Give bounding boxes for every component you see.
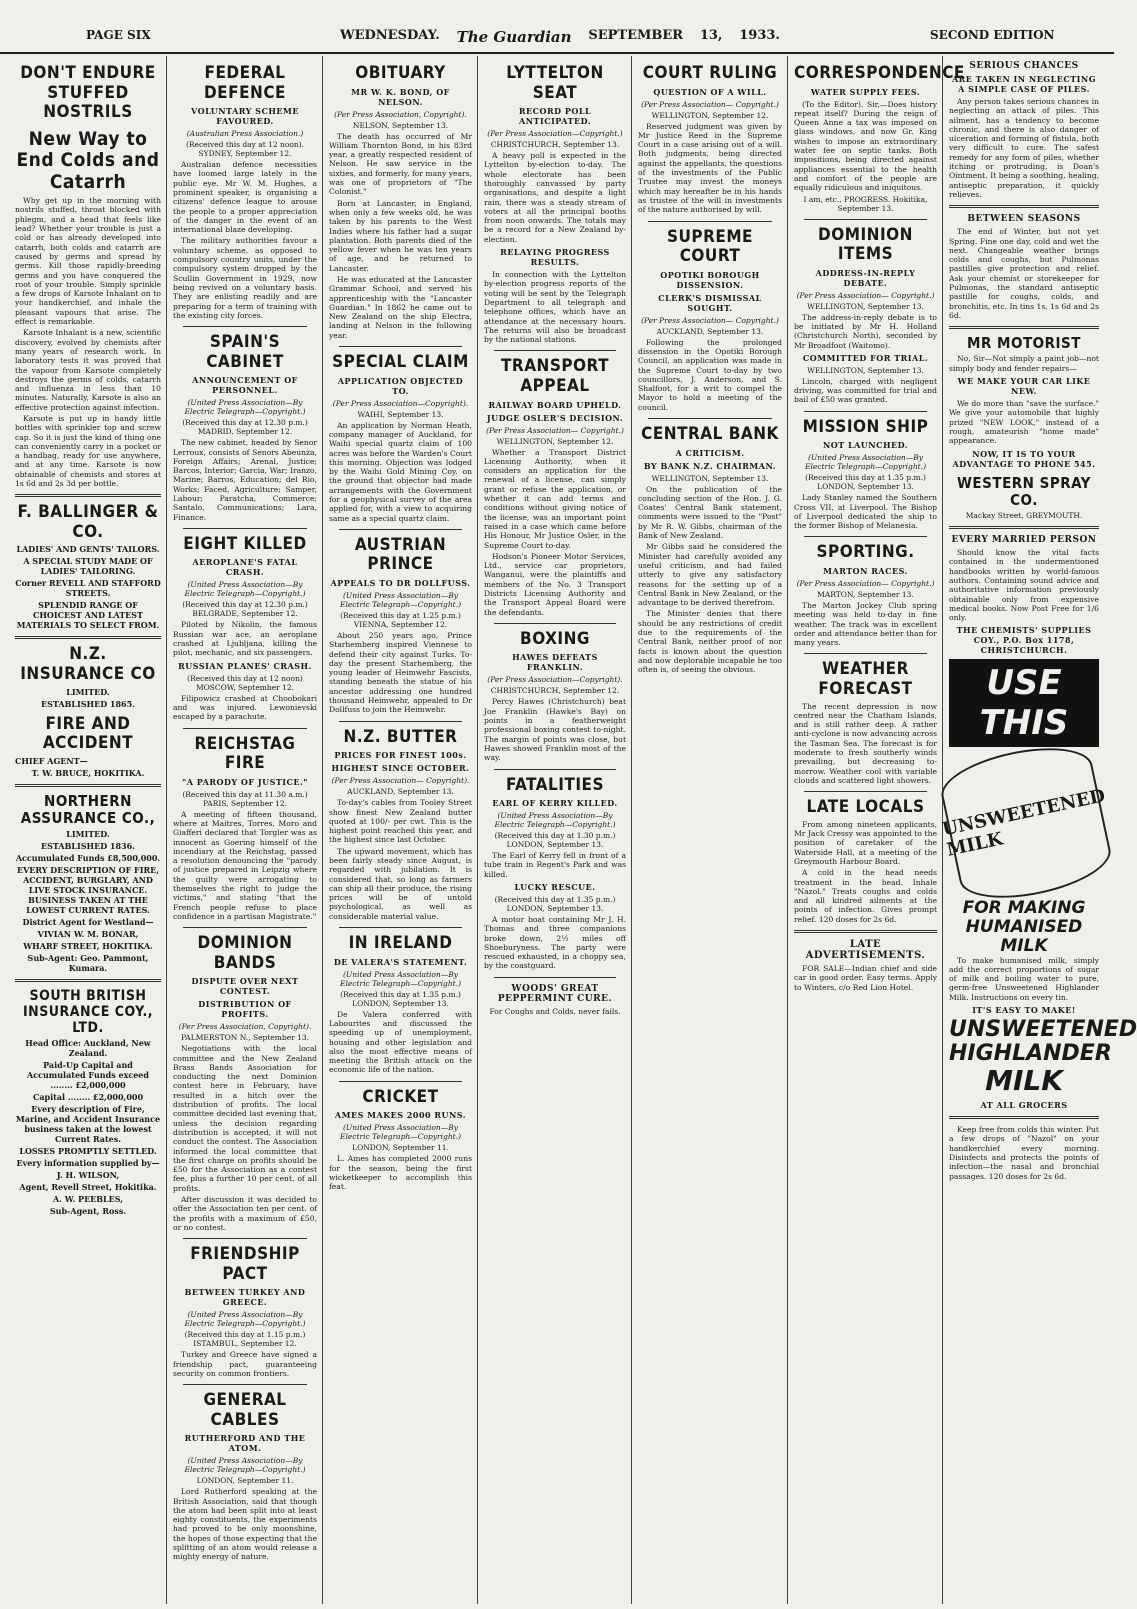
article-subhead: APPEALS TO DR DOLLFUSS. xyxy=(330,577,471,588)
divider xyxy=(15,979,161,982)
ad-line: A. W. PEEBLES, xyxy=(52,1194,124,1205)
day: WEDNESDAY. xyxy=(340,28,440,43)
article-text: The address-in-reply debate is to be initiated by Mr H. Holland (Christchurch North), seconded by Mr Broadfoot (Waitomo). xyxy=(794,312,937,350)
credit-line: (United Press Association—By Electric Telegraph—Copyright.) xyxy=(804,453,926,472)
dateline: PALMERSTON N., September 13. xyxy=(180,1033,310,1043)
article-subhead: PRICES FOR FINEST 100s. xyxy=(334,750,467,761)
ad-line: ESTABLISHED 1836. xyxy=(41,841,135,852)
divider xyxy=(15,784,161,787)
ad-headline: EVERY MARRIED PERSON xyxy=(951,535,1097,546)
ad-line: A SPECIAL STUDY MADE OF LADIES' TAILORING. xyxy=(23,556,153,577)
article-text: Following the prolonged dissension in the Opotiki Borough Council, an application was made in the Supreme Court to-day by two councillors, J. Anderson, and S. Shalfoot, for a writ to compel the Mayor to hold a meeting of the council. xyxy=(638,337,782,412)
divider xyxy=(804,791,927,792)
column-5 xyxy=(633,56,787,1604)
signature: I am, etc., PROGRESS. Hokitika, September 13. xyxy=(803,194,928,213)
article-text: Mr Gibbs said he considered the Minister had carefully avoided any useful criticism, and had failed utterly to give any satisfactory reasons for the setting up of a Central Bank in New Zealand, or the advantage to be derived therefrom. xyxy=(638,542,782,608)
ad-headline: BETWEEN SEASONS xyxy=(967,214,1081,225)
ad-line: AT ALL GROCERS xyxy=(980,1100,1068,1111)
ad-line: LIMITED. xyxy=(66,686,110,697)
credit-line: (United Press Association—By Electric Telegraph—Copyright.) xyxy=(184,1456,306,1475)
ad-headline: WESTERN SPRAY CO. xyxy=(957,473,1091,509)
article-text: Filipowicz crashed at Choobokari and was injured. Lewonievski escaped by a parachute. xyxy=(173,693,317,722)
article-subhead: AMES MAKES 2000 RUNS. xyxy=(334,1110,467,1121)
article-text: A heavy poll is expected in the Lyttelton by-election to-day. The whole electorate has been thoroughly canvassed by party organisations, and despite a light rain, there was a steady stream of voters at all the principal booths from noon onwards. The totals may be a record for a New Zealand by-election. xyxy=(484,151,626,244)
article-text: Born at Lancaster, in England, when only a few weeks old, he was taken by his parents to the West Indies where his father had a sugar plantation. Both parents died of the yellow fever when he was ten years of age, and he returned to Lancaster. xyxy=(329,198,472,273)
ad-line: Sub-Agent: Geo. Pammont, Kumara. xyxy=(27,953,149,974)
article-text: A motor boat containing Mr J. H. Thomas and three companions broke down, 2½ miles off Shoeburyness. The party were rescued exhausted, in a choppy sea, by the coastguard. xyxy=(484,914,626,971)
article-text: To-day's cables from Tooley Street show finest New Zealand butter quoted at 100/- per cwt. This is the highest point reached this year, and the highest since last October. xyxy=(329,798,472,845)
ad-text: We do more than "save the surface." We give your automobile that highly prized "NEW LOOK," instead of a rough, amateurish "home made" appearance. xyxy=(949,399,1099,446)
ad-headline: N.Z. INSURANCE CO xyxy=(20,644,156,685)
article-text: The recent depression is now centred near the Chatham Islands, and is still rather deep. A rather anti-cyclone is now advancing across the Tasman Sea. The forecast is for moderate to fresh southerly winds prevailing, but decreasing to-morrow. Weather cool with variable clouds and scattered light showers. xyxy=(794,701,937,785)
article-headline: BOXING xyxy=(520,628,590,649)
milk-brand: HIGHLANDER xyxy=(949,1041,1112,1067)
article-text: Lincoln, charged with negligent driving, was committed for trial and bail of £50 was granted. xyxy=(794,376,937,405)
article-subhead: MARTON RACES. xyxy=(823,565,908,576)
divider xyxy=(494,350,616,351)
article-headline: FATALITIES xyxy=(506,774,604,795)
ad-line: Every information supplied by— xyxy=(16,1158,160,1169)
page-number: PAGE SIX xyxy=(86,28,151,42)
article-headline: FRIENDSHIP PACT xyxy=(190,1244,300,1284)
dateline: (Received this day at 11.30 a.m.) PARIS, September 12. xyxy=(182,789,308,808)
article-text: Reserved judgment was given by Mr Justice Reed in the Supreme Court in a case arising out of a will. Both judgments, being directed against the appellants, the questions of the investments of the Public Trustee may invest the moneys which may hereafter be in his hands as trustee of the will in investments of the nature authorised by will. xyxy=(638,121,782,215)
credit-line: (Per Press Association— Copyright.) xyxy=(796,290,935,300)
dateline: AUCKLAND, September 13. xyxy=(656,326,764,336)
milk-ad-tagline: FOR MAKING HUMANISED MILK xyxy=(962,898,1086,956)
credit-line: (Per Press Association— Copyright). xyxy=(331,776,470,786)
dateline: WELLINGTON, September 12. xyxy=(496,436,614,446)
column-4 xyxy=(479,56,631,1604)
ad-line: Mackay Street, GREYMOUTH. xyxy=(965,511,1083,521)
masthead xyxy=(0,0,1114,60)
ad-headline: SOUTH BRITISH INSURANCE COY., LTD. xyxy=(22,988,154,1037)
divider xyxy=(183,326,307,327)
dateline: WELLINGTON, September 13. xyxy=(651,473,769,483)
ad-subhead: ARE TAKEN IN NEGLECTING A SIMPLE CASE OF PILES. xyxy=(951,74,1097,94)
ad-line: J. H. WILSON, xyxy=(56,1170,120,1181)
dateline: (Received this day at 1.30 p.m.) LONDON, September 13. xyxy=(494,831,616,850)
ad-headline: MR MOTORIST xyxy=(967,334,1081,353)
article-headline: IN IRELAND xyxy=(348,933,453,954)
dateline: WELLINGTON, September 13. xyxy=(807,301,924,311)
article-headline: CORRESPONDENCE xyxy=(794,63,965,83)
article-text: A meeting of fifteen thousand, where at Maitres, Torres, Moro and Giafferi declared that Torgler was as innocent as Goering himself of the incendiary at the Reichstag, passed a resolution denouncing the "parody of justice prepared in Leipzig where the guilty were arrogating to themselves the right to judge the victims," and stating "that the French people refuse to place confidence in a partisan Magistrate." xyxy=(173,809,317,921)
ad-text: Should know the vital facts contained in the undermentioned handbooks written by world-famous authors. Containing sound advice and authoritative information previously obtainable only from expensive medical books. Now Post Free for 1/6 only. xyxy=(949,548,1099,623)
column-7 xyxy=(940,56,1137,1604)
divider xyxy=(494,623,616,624)
article-text: Hodson's Pioneer Motor Services, Ltd., service car proprietors, Wanganui, were the plaintiffs and members of the No. 3 Transport Districts Licensing Authority and the Transport Appeal Board were the defendants. xyxy=(484,551,626,617)
ad-subhead: NOW, IT IS TO YOUR ADVANTAGE TO PHONE 545. xyxy=(952,448,1096,469)
ad-text: Any person takes serious chances in neglecting an attack of piles. This ailment, has a tendency to become chronic, and there is also danger of ulceration and forming of fistula, both very difficult to cure. The safest remedy for any form of piles, whether itching or protruding, is Doan's Ointment. It being a soothing, healing, antiseptic preparation, it quickly relieves. xyxy=(949,97,1099,199)
article-text: Percy Hawes (Christchurch) beat Joe Franklin (Hawke's Bay) on points in a featherweight professional boxing contest to-night. The margin of points was close, but Hawes showed Franklin most of the way. xyxy=(484,697,626,763)
divider xyxy=(15,636,161,639)
article-headline: N.Z. BUTTER xyxy=(343,726,458,747)
divider xyxy=(183,728,307,729)
article-text: Australian defence necessities have loomed large lately in the public eye. Mr W. M. Hughes, a prominent speaker, is organising a citizens' defence league to arouse the people to a proper appreciation of the danger in the event of an international blaze developing. xyxy=(173,160,317,235)
ad-text: The end of Winter, but not yet Spring. Fine one day, cold and wet the next. Changeable weather brings colds and coughs, but Pulmonas pastilles give protection and relief. Ask your chemist or storekeeper for Pulmonas, the standard antiseptic pastille for coughs, colds, and bronchitis, etc. In tins 1s, 1s 6d and 2s 6d. xyxy=(949,227,1099,320)
article-subhead: DISTRIBUTION OF PROFITS. xyxy=(198,999,292,1020)
ad-line: THE CHEMISTS' SUPPLIES COY., P.O. Box 1178, CHRISTCHURCH. xyxy=(956,625,1092,656)
article-text: The Minister denies that there should be any restrictions of credit due to the requirements of the Central Bank, neither proof of nor facts is known about the question and now deplorable incapable he too often is, of seeing the obvious. xyxy=(638,609,782,675)
ad-text: Karsote is put up in handy little bottles with sprinkler top and screw cap. So it is just the kind of thing one can conveniently carry in a pocket or a handbag, ready for use anywhere, and at any time. Karsote is now obtainable of chemists and stores at 1s 6d and 2s 3d per bottle. xyxy=(15,414,161,489)
ad-subheadline: New Way to End Colds and Catarrh xyxy=(16,127,160,194)
divider xyxy=(804,219,927,220)
article-headline: OBITUARY xyxy=(355,63,446,83)
ad-line: Every description of Fire, Marine, and Accident Insurance business taken at the lowest Current Rates. xyxy=(15,1104,161,1145)
article-subhead: RECORD POLL ANTICIPATED. xyxy=(518,106,592,127)
ad-text: Karsote Inhalant is a new, scientific discovery, evolved by chemists after many years of research work. In laboratory tests it was proved that the vapour from Karsote completely destroys the germs of colds, catarrh and influenza in less than 10 minutes. Naturally, Karsote is also an effective protection against infection. xyxy=(15,328,161,412)
dateline: MARTON, September 13. xyxy=(817,589,914,599)
ad-line: LOSSES PROMPTLY SETTLED. xyxy=(19,1146,157,1157)
dateline: WELLINGTON, September 13. xyxy=(807,365,924,375)
article-text: The new cabinet, headed by Senor Lerroux, consists of Senors Abeunza, Foreign Affairs; Arenal, Justice; Barcos, Interior; Garcia, War; Iranzo, Marine; Barros, Education; del Rio, Works; Faced, Agriculture; Samper, Labour; Paratcha, Commerce; Santalo, Communications; Lara, Finance. xyxy=(173,438,317,522)
credit-line: (United Press Association—By Electric Telegraph—Copyright.) xyxy=(339,1123,461,1142)
article-subhead: "A PARODY OF JUSTICE." xyxy=(182,776,308,787)
divider xyxy=(183,528,307,529)
article-text: De Valera conferred with Labourites and discussed the speeding up of unemployment, housing and other legislation and also the most effective means of meeting the British attack on the economic life of the nation. xyxy=(329,1009,472,1075)
ad-line: Capital ........ £2,000,000 xyxy=(32,1092,144,1103)
credit-line: (United Press Association—By Electric Telegraph—Copyright.) xyxy=(494,811,616,830)
ad-line: Paid-Up Capital and Accumulated Funds exceed ........ £2,000,000 xyxy=(27,1060,149,1091)
ad-subhead: IT'S EASY TO MAKE! xyxy=(972,1004,1076,1015)
credit-line: (Per Press Association—Copyright). xyxy=(332,398,469,408)
dateline: (Received this day at 12.30 p.m.) MADRID, September 12. xyxy=(182,418,308,437)
dateline: AUCKLAND, September 13. xyxy=(347,787,454,797)
divider xyxy=(804,653,927,654)
ad-line: Accumulated Funds £8,500,000. xyxy=(15,853,161,864)
divider xyxy=(648,418,772,419)
ad-line: EVERY DESCRIPTION OF FIRE, ACCIDENT, BURGLARY, AND LIVE STOCK INSURANCE. BUSINESS TAKEN AT THE LOWEST CURRENT RATES. xyxy=(16,865,160,916)
ad-line: LADIES' AND GENTS' TAILORS. xyxy=(16,544,160,555)
article-subhead: NOT LAUNCHED. xyxy=(822,440,909,451)
article-text: The military authorities favour a voluntary scheme, as opposed to compulsory country units, under the compulsory system dropped by the Scullin Government in 1929, now being revived on a voluntary basis. They are enlisting readily and are preparing for a term of training with the existing city forces. xyxy=(173,236,317,320)
date-year: 1933. xyxy=(739,28,780,43)
article-headline: LATE ADVERTISEMENTS. xyxy=(805,939,926,962)
article-headline: AUSTRIAN PRINCE xyxy=(354,534,447,575)
dateline: (Received this day at 12 noon) MOSCOW, September 12. xyxy=(187,673,303,692)
article-subhead: HAWES DEFEATS FRANKLIN. xyxy=(512,652,598,673)
milk-brand: UNSWEETENED xyxy=(949,1016,1137,1042)
ad-headline: SERIOUS CHANCES xyxy=(969,61,1079,71)
article-text: Lord Rutherford speaking at the British Association, said that though the atom had been split into at least eighty constituents, the experiments had proved to be only moonshine, the hopes of those expecting that the splitting of an atom would release a mighty energy of nature. xyxy=(173,1487,317,1562)
article-headline: COURT RULING xyxy=(642,63,778,83)
article-subhead: APPLICATION OBJECTED TO. xyxy=(337,375,464,396)
ad-line: T. W. BRUCE, HOKITIKA. xyxy=(31,767,145,778)
article-headline: TRANSPORT APPEAL xyxy=(500,356,610,396)
divider xyxy=(494,769,616,770)
article-subhead: WATER SUPPLY FEES. xyxy=(810,86,921,97)
divider xyxy=(339,721,462,722)
article-subhead: EARL OF KERRY KILLED. xyxy=(492,798,618,809)
ad-subhead: WE MAKE YOUR CAR LIKE NEW. xyxy=(957,376,1091,397)
credit-line: (United Press Association—By Electric Telegraph—Copyright.) xyxy=(184,1310,306,1329)
column-3 xyxy=(324,56,477,1604)
divider xyxy=(339,346,462,347)
article-text: A cold in the head needs treatment in the head. Inhale "Nazol." Treats coughs and colds and all kindred ailments at the points of infection. Gives prompt relief. 120 doses for 2s 6d. xyxy=(794,868,937,924)
date-month: SEPTEMBER xyxy=(588,28,684,43)
divider xyxy=(183,1384,307,1385)
article-subhead: BY BANK N.Z. CHAIRMAN. xyxy=(643,460,777,471)
article-text: (To the Editor). Sir,—Does history repeat itself? During the reign of Queen Anne a tax was imposed on glass windows, and now Gr. King wishes to impose an extraordinary water fee on septic tanks. Both impositions, being directed against appliances essential to the health and comfort of the people are equally ridiculous and iniquitous. xyxy=(794,99,937,193)
article-text: In connection with the Lyttelton by-election progress reports of the voting will be sent by the Telegraph Department to all telegraph and telephone offices, which have an attendance at the necessary hours. The returns will also be broadcast by the national stations. xyxy=(484,270,626,345)
dateline: NELSON, September 13. xyxy=(352,120,449,130)
credit-line: (Per Press Association—Copyright.) xyxy=(487,129,623,139)
ad-line: Agent, Revell Street, Hokitika. xyxy=(19,1182,157,1193)
article-text: Turkey and Greece have signed a friendship pact, guaranteeing security on common frontiers. xyxy=(173,1350,317,1378)
ad-line: Sub-Agent, Ross. xyxy=(49,1206,127,1217)
article-subhead: RELAYING PROGRESS RESULTS. xyxy=(500,247,610,268)
ad-text: No, Sir—Not simply a paint job—not simply body and fender repairs— xyxy=(949,354,1099,373)
column-rule xyxy=(477,56,478,1604)
article-subhead: HIGHEST SINCE OCTOBER. xyxy=(331,763,470,774)
ad-line: SPLENDID RANGE OF CHOICEST AND LATEST MATERIALS TO SELECT FROM. xyxy=(16,600,160,631)
divider xyxy=(339,1081,462,1082)
article-subhead: ADDRESS-IN-REPLY DEBATE. xyxy=(815,267,916,288)
ad-line: Corner REVELL AND STAFFORD STREETS. xyxy=(15,578,161,599)
dateline: LONDON, September 11. xyxy=(352,1143,449,1153)
article-text: After discussion it was decided to offer the Association ten per cent. of the profits with a maximum of £50, or no contest. xyxy=(173,1195,317,1232)
ad-line: Head Office: Auckland, New Zealand. xyxy=(25,1038,151,1059)
article-text: The upward movement, which has been fairly steady since August, is regarded with jubilation. It is considered that, so long as farmers can ship all their produce, the rising prices will be of untold psychological, as well as considerable material value. xyxy=(329,846,472,921)
article-headline: LYTTELTON SEAT xyxy=(506,63,604,103)
article-text: FOR SALE—Indian chief and side car in good order. Easy terms. Apply to Winters, c/o Red Lion Hotel. xyxy=(794,964,937,992)
dateline: CHRISTCHURCH, September 13. xyxy=(490,140,620,150)
divider xyxy=(183,927,307,928)
dateline: CHRISTCHURCH, September 12. xyxy=(490,686,620,696)
divider xyxy=(949,526,1099,529)
dateline: LONDON, September 11. xyxy=(196,1476,294,1486)
milk-tin-image: UNSWEETENED MILK xyxy=(936,737,1117,910)
masthead-rule xyxy=(0,52,1114,54)
credit-line: (Per Press Association, Copyright). xyxy=(178,1022,312,1032)
article-subhead: COMMITTED FOR TRIAL. xyxy=(802,352,929,363)
dateline: (Received this day at 1.15 p.m.) ISTAMBUL, September 12. xyxy=(184,1330,306,1349)
article-headline: EIGHT KILLED xyxy=(183,533,307,554)
article-subhead: AEROPLANE'S FATAL CRASH. xyxy=(192,557,298,578)
article-subhead: DISPUTE OVER NEXT CONTEST. xyxy=(191,976,299,997)
article-text: The Earl of Kerry fell in front of a tube train in Regent's Park and was killed. xyxy=(484,851,626,879)
article-text: The death has occurred of Mr William Thornton Bond, in his 83rd year, a greatly respected resident of Nelson. He saw service in the sixties, and formerly, for many years, was one of proprietors of "The Colonist." xyxy=(329,131,472,197)
divider xyxy=(949,326,1099,329)
ad-line: CHIEF AGENT— xyxy=(15,755,88,766)
article-subhead: OPOTIKI BOROUGH DISSENSION. xyxy=(660,269,760,290)
ad-headline: DON'T ENDURE STUFFED NOSTRILS xyxy=(20,63,156,123)
dateline: (Received this day at 1.35 p.m.) LONDON, September 13. xyxy=(340,989,461,1008)
article-text: Lady Stanley named the Southern Cross VII, at Liverpool. The Bishop of Liverpool dedicated the ship to the former Bishop of Melanesia. xyxy=(794,493,937,531)
ad-line: VIVIAN W. M. BONAR, xyxy=(37,929,139,940)
ad-headline: FIRE AND ACCIDENT xyxy=(42,713,134,754)
column-1 xyxy=(10,56,166,1604)
paper-title: The Guardian xyxy=(456,28,572,46)
article-headline: REICHSTAG FIRE xyxy=(194,733,296,774)
article-text: He was educated at the Lancaster Grammar School, and served his apprenticeship with the "Lancaster Guardian." In 1862 he came out to New Zealand on the ship Electra, landing at Nelson in the following year. xyxy=(329,275,472,340)
credit-line: (United Press Association—By Electric Telegraph—Copyright.) xyxy=(184,398,306,417)
credit-line: (United Press Association—By Electric Telegraph—Copyright.) xyxy=(184,580,306,599)
article-headline: SPECIAL CLAIM xyxy=(332,352,469,373)
divider xyxy=(949,1116,1099,1119)
article-subhead: JUDGE OSLER'S DECISION. xyxy=(486,412,624,423)
credit-line: (Australian Press Association.) xyxy=(186,129,304,139)
divider xyxy=(804,536,927,537)
divider xyxy=(339,927,462,928)
article-text: The Marton Jockey Club spring meeting was held to-day in fine weather. The track was in excellent order and attendance better than for many years. xyxy=(794,600,937,648)
column-rule xyxy=(322,56,323,1604)
ad-headline: NORTHERN ASSURANCE CO., xyxy=(20,791,156,827)
article-subhead: RAILWAY BOARD UPHELD. xyxy=(488,399,622,410)
ad-text: To make humanised milk, simply add the correct proportions of sugar of milk and boiling water to pure, germ-free Unsweetened Highlander Milk. Instructions on every tin. xyxy=(949,955,1099,1002)
credit-line: (Per Press Association— Copyright.) xyxy=(796,578,935,588)
article-text: From among nineteen applicants, Mr Jack Cressy was appointed to the position of caretaker of the Waterside Hall, at a meeting of the Greymouth Harbour Board. xyxy=(794,819,937,866)
article-headline: SUPREME COURT xyxy=(666,226,754,267)
article-headline: LATE LOCALS xyxy=(806,797,925,818)
ad-text: Keep free from colds this winter. Put a few drops of "Nazol" on your handkerchief every morning. Disinfects and protects the points of infection—the nasal and bronchial passages. 120 doses for 2s 6d. xyxy=(949,1125,1099,1181)
credit-line: (United Press Association—By Electric Telegraph—Copyright.) xyxy=(339,590,461,609)
milk-brand: MILK xyxy=(985,1064,1063,1098)
article-text: On the publication of the concluding section of the Hon. J. G. Coates' Central Bank statement, comments were issued to the "Post" by Mr R. W. Gibbs, chairman of the Bank of New Zealand. xyxy=(638,484,782,541)
dateline: (Received this day at 1.25 p.m.) VIENNA, September 12. xyxy=(340,610,461,629)
divider xyxy=(339,529,462,530)
column-2 xyxy=(168,56,322,1604)
column-6 xyxy=(789,56,965,1604)
ad-text: Why get up in the morning with nostrils stuffed, throat blocked with phlegm, and a head that feels like lead? Whether your trouble is just a cold or has already developed into catarrh, both colds and catarrh are caused by germs and spread by germs. Kill those rapidly-breeding germs and you have conquered the root of your trouble. Simply sprinkle a few drops of Karsote Inhalant on to your handkerchief, and inhale the pleasant vapours that arise. The effect is remarkable. xyxy=(15,196,161,327)
article-headline: DOMINION BANDS xyxy=(197,933,293,973)
article-text: About 250 years ago, Prince Starhemberg inspired Viennese to defend their city against Turks. To-day the present Starhemberg, the young leader of Heimwehr Fascists, standing beneath the statue of his ancestor addressing one hundred thousand Heimwehr, appealed to Dr Dollfuss to join the Heimwehr. xyxy=(329,630,472,715)
article-subhead: BETWEEN TURKEY AND GREECE. xyxy=(184,1287,306,1308)
ad-line: LIMITED. xyxy=(66,829,110,840)
divider xyxy=(494,977,616,978)
article-subhead: CLERK'S DISMISSAL SOUGHT. xyxy=(658,292,762,313)
ad-headline: WOODS' GREAT PEPPERMINT CURE. xyxy=(497,983,613,1004)
divider xyxy=(183,1238,307,1239)
credit-line: (Per Press Association—Copyright). xyxy=(487,675,623,685)
article-subhead: MR W. K. BOND, OF NELSON. xyxy=(351,86,450,107)
article-text: Negotiations with the local committee and the New Zealand Brass Bands Association for conducting the next Dominion contest here in February, have resulted in a hitch over the distribution of profits. The local committee decided last evening that, unless the decision regarding distribution is accepted, it will not conduct the contest. The Association informed the local committee that the first charge on profits should be £50 for the Association as a contest fee, plus a further 10 per cent. of all profits. xyxy=(173,1044,317,1193)
divider xyxy=(804,411,927,412)
column-rule xyxy=(631,56,632,1604)
credit-line: (Per Press Association— Copyright.) xyxy=(641,315,779,325)
article-subhead: A CRITICISM. xyxy=(675,447,745,458)
article-headline: DOMINION ITEMS xyxy=(818,224,913,265)
article-subhead: VOLUNTARY SCHEME FAVOURED. xyxy=(191,106,299,127)
article-headline: SPORTING. xyxy=(816,542,915,563)
milk-ad-banner: USE THIS xyxy=(949,659,1099,747)
ad-line: District Agent for Westland— xyxy=(22,917,154,928)
divider xyxy=(15,494,161,497)
column-rule xyxy=(166,56,167,1604)
dateline: WELLINGTON, September 12. xyxy=(651,110,769,120)
divider xyxy=(648,221,772,222)
article-subhead: DE VALERA'S STATEMENT. xyxy=(333,956,468,967)
article-headline: CRICKET xyxy=(362,1086,439,1107)
article-subhead: RUSSIAN PLANES' CRASH. xyxy=(178,660,312,671)
dateline: (Received this day at 1.35 p.m.) LONDON, September 13. xyxy=(494,894,616,913)
article-headline: FEDERAL DEFENCE xyxy=(203,63,287,103)
article-headline: CENTRAL BANK xyxy=(641,423,779,444)
article-subhead: RUTHERFORD AND THE ATOM. xyxy=(184,1433,306,1454)
ad-headline: F. BALLINGER & CO. xyxy=(17,502,159,542)
article-text: Whether a Transport District Licensing Authority, when it considers an application for the renewal of a license, can simply grant or refuse the application, or whether it can add terms and conditions without giving notice of the license, was an important point raised in a case which came before His Honour, Mr Justice Osler, in the Supreme Court to-day. xyxy=(484,447,626,550)
dateline: (Received this day at 12.30 p.m.) BELGRADE, September 12. xyxy=(182,600,308,619)
divider xyxy=(949,205,1099,208)
date-day: 13, xyxy=(699,28,723,43)
credit-line: (United Press Association—By Electric Telegraph—Copyright.) xyxy=(339,969,461,988)
ad-line: ESTABLISHED 1865. xyxy=(41,698,135,709)
article-text: Piloted by Nikolin, the famous Russian war ace, an aeroplane crashed at Ljubljana, killing the pilot, mechanic, and six passengers. xyxy=(173,620,317,658)
article-text: L. Ames has completed 2000 runs for the season, being the first wicketkeeper to accomplish this feat. xyxy=(329,1154,472,1192)
masthead-center xyxy=(340,28,780,46)
column-rule xyxy=(787,56,788,1604)
divider xyxy=(794,930,937,933)
article-headline: GENERAL CABLES xyxy=(203,1390,287,1430)
credit-line: (Per Press Association, Copyright). xyxy=(334,109,467,119)
dateline: (Received this day at 1.35 p.m.) LONDON, September 13. xyxy=(805,473,926,492)
credit-line: (Per Press Association— Copyright.) xyxy=(641,99,779,109)
ad-line: For Coughs and Colds, never fails. xyxy=(489,1006,621,1016)
article-text: An application by Norman Heath, company manager of Auckland, for Waihi special quartz claim of 100 acres was before the Warden's Court this morning. Objection was lodged by the Waihi Gold Mining Coy. on the ground that objector had made arrangements with the Government for a geophysical survey of the area applied for, with a view to acquiring same as a special quartz claim. xyxy=(329,420,472,523)
article-headline: WEATHER FORECAST xyxy=(818,659,913,699)
article-subhead: ANNOUNCEMENT OF PERSONNEL. xyxy=(192,375,298,396)
article-subhead: LUCKY RESCUE. xyxy=(514,881,596,892)
credit-line: (Per Press Association— Copyright.) xyxy=(486,425,624,435)
dateline: WAIHI, September 13. xyxy=(357,409,444,419)
article-headline: MISSION SHIP xyxy=(802,416,929,437)
dateline: (Received this day at 12 noon). SYDNEY, September 12. xyxy=(185,140,305,159)
article-headline: SPAIN'S CABINET xyxy=(206,332,284,372)
article-subhead: QUESTION OF A WILL. xyxy=(653,86,767,97)
ad-line: WHARF STREET, HOKITIKA. xyxy=(23,941,153,952)
edition: SECOND EDITION xyxy=(930,28,1055,42)
